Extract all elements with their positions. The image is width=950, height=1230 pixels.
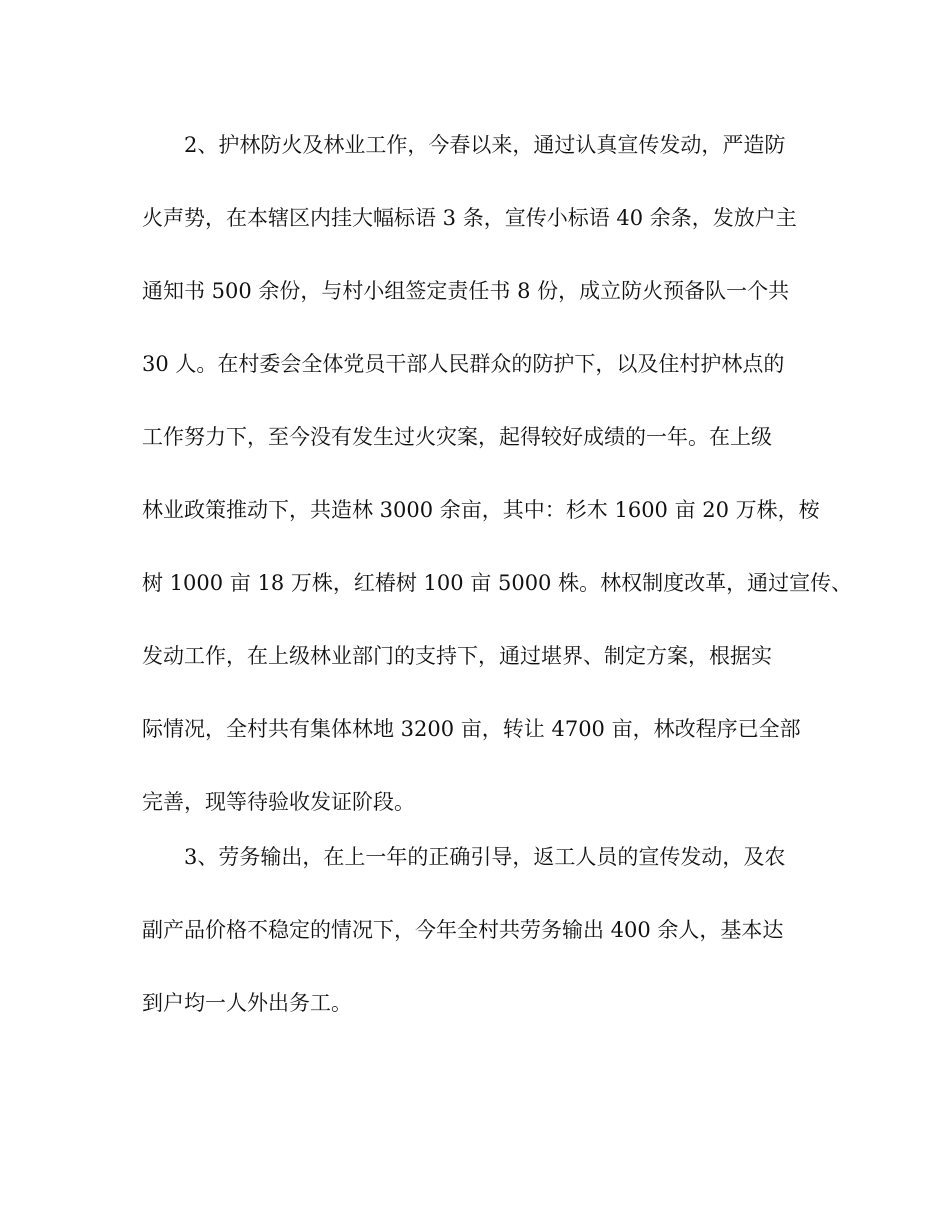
paragraph-line: 2、护林防火及林业工作，今春以来，通过认真宣传发动，严造防 <box>184 133 786 157</box>
paragraph-forestry-fire-prevention <box>142 118 853 830</box>
paragraph-line: 工作努力下，至今没有发生过火灾案，起得较好成绩的一年。在上级 <box>142 425 772 449</box>
paragraph-line: 完善，现等待验收发证阶段。 <box>142 790 415 814</box>
paragraph-line: 到户均一人外出务工。 <box>142 991 352 1015</box>
paragraph-line: 发动工作，在上级林业部门的支持下，通过堪界、制定方案，根据实 <box>142 644 772 668</box>
paragraph-line: 林业政策推动下，共造林 3000 余亩，其中：杉木 1600 亩 20 万株，桉 <box>142 498 820 522</box>
paragraph-line: 火声势，在本辖区内挂大幅标语 3 条，宣传小标语 40 余条，发放户主 <box>142 206 797 230</box>
paragraph-line: 际情况，全村共有集体林地 3200 亩，转让 4700 亩，林改程序已全部 <box>142 717 801 741</box>
paragraph-line: 副产品价格不稳定的情况下，今年全村共劳务输出 400 余人，基本达 <box>142 918 784 942</box>
paragraph-line: 通知书 500 余份，与村小组签定责任书 8 份，成立防火预备队一个共 <box>142 279 790 303</box>
paragraph-line: 树 1000 亩 18 万株，红椿树 100 亩 5000 株。林权制度改革，通过宣传、 <box>142 571 853 595</box>
paragraph-labor-export <box>142 830 822 1049</box>
document-body <box>142 118 853 1049</box>
paragraph-line: 30 人。在村委会全体党员干部人民群众的防护下，以及住村护林点的 <box>142 352 785 376</box>
paragraph-line: 3、劳务输出，在上一年的正确引导，返工人员的宣传发动，及农 <box>184 845 786 869</box>
